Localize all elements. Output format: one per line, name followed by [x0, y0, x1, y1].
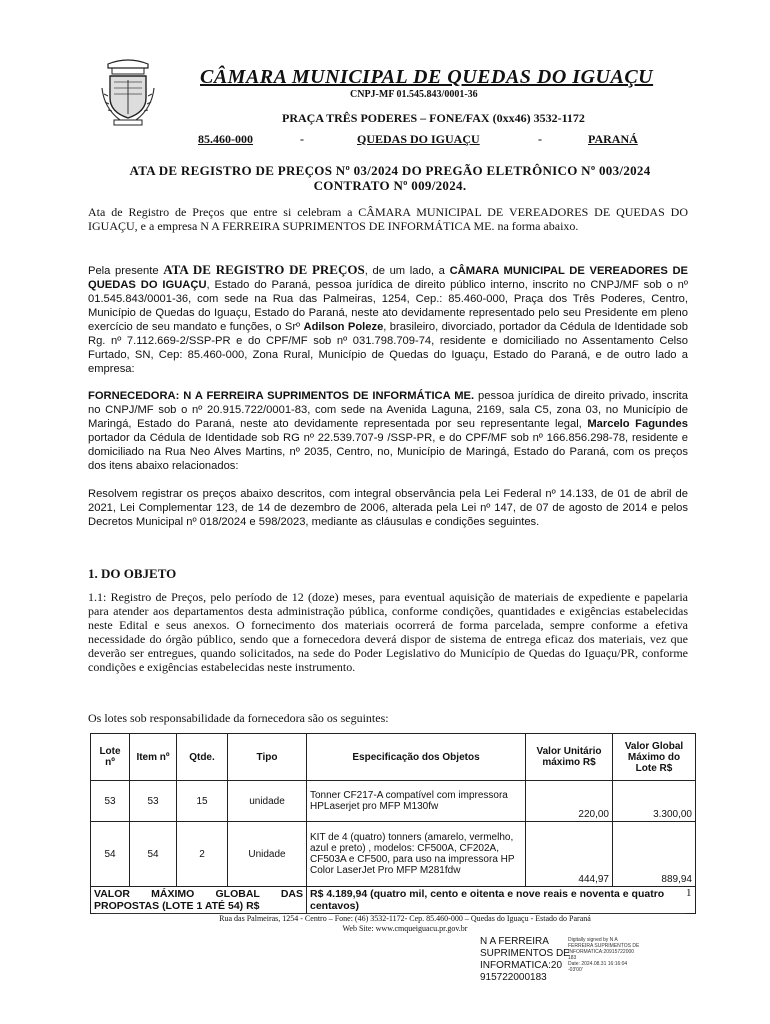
cell-global: 3.300,00 [613, 781, 696, 822]
signature-meta-line: FERREIRA SUPRIMENTOS DE [568, 943, 640, 949]
emphasis: FORNECEDORA: N A FERREIRA SUPRIMENTOS DE INFORMÁTICA ME. [88, 390, 475, 402]
signature-meta-line: -03'00' [568, 967, 583, 973]
footer-address [165, 914, 645, 934]
signer-line: SUPRIMENTOS DE [480, 948, 570, 959]
text: , Estado do Paraná, pessoa jurídica de direito público interno, inscrito no CNPJ/MF sob o nº 01.545.843/0001-36, com sede na Rua das Palmeiras, 1254, Cep.: 85.460-000, Praça dos Três Poderes, Centro, Município de Quedas do Iguaçu, Estado do Paraná, neste ato devidamente representado pelo seu Presidente em pleno exercício de seu mandato e funções, o Srº [88, 279, 688, 333]
corner-mark: 1 [686, 887, 692, 899]
table-total-row [91, 887, 696, 914]
object-paragraph: 1.1: Registro de Preços, pelo período de 12 (doze) meses, para eventual aquisição de materiais de expediente e papelaria para atender aos departamentos desta administração pública, conforme condições, quantidades e exigências estabelecidas neste Edital e seus anexos. O fornecimento dos materiais ocorrerá de forma parcelada, sempre conforme a efetiva necessidade do órgão público, sendo que a fornecedora deverá dispor de sistema de entrega eficaz dos materiais, vez que deverão ser entregues, quando solicitados, na sede do Poder Legislativo do Município de Quedas do Iguaçu/PR, conforme condições e exigências estabelecidas neste instrumento. [88, 590, 688, 674]
intro-paragraph: Ata de Registro de Preços que entre si celebram a CÂMARA MUNICIPAL DE VEREADORES DE QUEDAS DO IGUAÇU, e a empresa N A FERREIRA SUPRIMENTOS DE INFORMÁTICA ME. na forma abaixo. [88, 205, 688, 233]
lots-intro: Os lotes sob responsabilidade da fornecedora são os seguintes: [88, 711, 389, 725]
emphasis: Marcelo Fagundes [587, 418, 688, 430]
total-label: VALOR MÁXIMO GLOBAL DAS PROPOSTAS (LOTE 1 ATÉ 54) R$ [91, 887, 307, 914]
col-header-spec: Especificação dos Objetos [307, 734, 526, 781]
emphasis: CÂMARA MUNICIPAL DE VEREADORES DE QUEDAS DO IGUAÇU [88, 265, 689, 291]
text: pessoa jurídica de direito privado, inscrita no CNPJ/MF sob o nº 20.915.722/0001-83, com sede na Avenida Laguna, 2169, sala C5, zona 03, no Município de Maringá, Estado do Paraná, neste ato devidamente representada por seu representante legal, [88, 390, 688, 430]
emphasis: ATA DE REGISTRO DE PREÇOS [163, 262, 365, 277]
municipal-crest-icon [100, 58, 156, 128]
document-title-line2: CONTRATO Nº 009/2024. [313, 178, 467, 193]
chamber-cnpj: CNPJ-MF 01.545.843/0001-36 [350, 89, 478, 100]
document-title [120, 163, 660, 193]
cell-spec: Tonner CF217-A compatível com impressora HPLaserjet pro MFP M130fw [307, 781, 526, 822]
city: QUEDAS DO IGUAÇU [357, 132, 480, 146]
signature-meta-line: 183 [568, 955, 577, 961]
separator: - [538, 132, 542, 146]
cep: 85.460-000 [198, 132, 253, 146]
text: Pela presente [88, 265, 159, 277]
chamber-title: CÂMARA MUNICIPAL DE QUEDAS DO IGUAÇU [200, 66, 654, 88]
separator: - [300, 132, 304, 146]
cell-lote: 54 [91, 822, 130, 887]
cell-lote: 53 [91, 781, 130, 822]
resolution-paragraph: Resolvem registrar os preços abaixo descritos, com integral observância pela Lei Federal nº 14.133, de 01 de abril de 2021, Lei Complementar 123, de 14 de dezembro de 2006, alterada pela Lei nº 147, de 07 de agosto de 2014 e pelos Decretos Municipal nº 018/2024 e 598/2023, mediante as cláusulas e condições seguintes. [88, 488, 688, 528]
signer-line: N A FERREIRA [480, 936, 549, 947]
col-header-global: Valor Global Máximo do Lote R$ [613, 734, 696, 781]
cell-qtde: 2 [177, 822, 228, 887]
col-header-lote: Lote nº [91, 734, 130, 781]
section-heading: 1. DO OBJETO [88, 566, 177, 581]
table-header-row [91, 734, 696, 781]
cell-spec: KIT de 4 (quatro) tonners (amarelo, vermelho, azul e preto) , modelos: CF500A, CF202A, CF503A e CF500, para uso na impressora HP Color LaserJet Pro MFP M281fdw [307, 822, 526, 887]
cell-global: 889,94 [613, 822, 696, 887]
cell-unit: 220,00 [526, 781, 613, 822]
col-header-tipo: Tipo [228, 734, 307, 781]
footer-line1: Rua das Palmeiras, 1254 - Centro – Fone: (46) 3532-1172- Cep. 85.460-000 – Quedas do Iguaçu - Estado do Paraná [219, 914, 591, 923]
footer-website[interactable]: Web Site: www.cmqueiguacu.pr.gov.br [342, 924, 468, 933]
col-header-qtde: Qtde. [177, 734, 228, 781]
emphasis: Adilson Poleze [303, 321, 384, 333]
document-title-line1: ATA DE REGISTRO DE PREÇOS Nº 03/2024 DO PREGÃO ELETRÔNICO Nº 003/2024 [129, 163, 651, 178]
signature-meta-line: Digitally signed by N A [568, 937, 618, 943]
text: portador da Cédula de Identidade sob RG nº 22.539.707-9 /SSP-PR, e do CPF/MF sob nº 166.856.298-78, residente e domiciliado na Rua Neo Alves Martins, nº 2035, Centro, no, Município de Maringá, Estado do Paraná, com os preços dos itens abaixo relacionados: [88, 432, 688, 472]
signer-line: 915722000183 [480, 972, 547, 983]
digital-signature-meta [568, 937, 639, 973]
parties-paragraph [88, 263, 688, 376]
signature-meta-line: INFORMATICA:20915722000 [568, 949, 635, 955]
supplier-paragraph [88, 389, 688, 473]
table-row [91, 781, 696, 822]
cell-qtde: 15 [177, 781, 228, 822]
signer-line: INFORMATICA:20 [480, 960, 563, 971]
cell-tipo: Unidade [228, 822, 307, 887]
col-header-unit: Valor Unitário máximo R$ [526, 734, 613, 781]
table-row [91, 822, 696, 887]
cell-item: 54 [130, 822, 177, 887]
text: , de um lado, a [364, 265, 445, 277]
cell-item: 53 [130, 781, 177, 822]
chamber-address: PRAÇA TRÊS PODERES – FONE/FAX (0xx46) 3532-1172 [282, 111, 585, 125]
text: , brasileiro, divorciado, portador da Cédula de Identidade sob Rg. nº 7.112.669-2/SSP-PR e do CPF/MF sob nº 031.798.709-74, residente e domiciliado no Assentamento Celso Furtado, SN, Cep: 85.460-000, Zona Rural, Município de Quedas do Iguaçu, Estado do Paraná, e de outro lado a empresa: [88, 321, 688, 375]
cell-tipo: unidade [228, 781, 307, 822]
col-header-item: Item nº [130, 734, 177, 781]
total-value: R$ 4.189,94 (quatro mil, cento e oitenta e nove reais e noventa e quatro centavos) [307, 887, 696, 914]
signature-meta-line: Date: 2024.08.31 16:16:04 [568, 961, 628, 967]
cell-unit: 444,97 [526, 822, 613, 887]
state: PARANÁ [588, 132, 638, 146]
lots-table [90, 733, 696, 914]
digital-signature-name [480, 936, 570, 984]
